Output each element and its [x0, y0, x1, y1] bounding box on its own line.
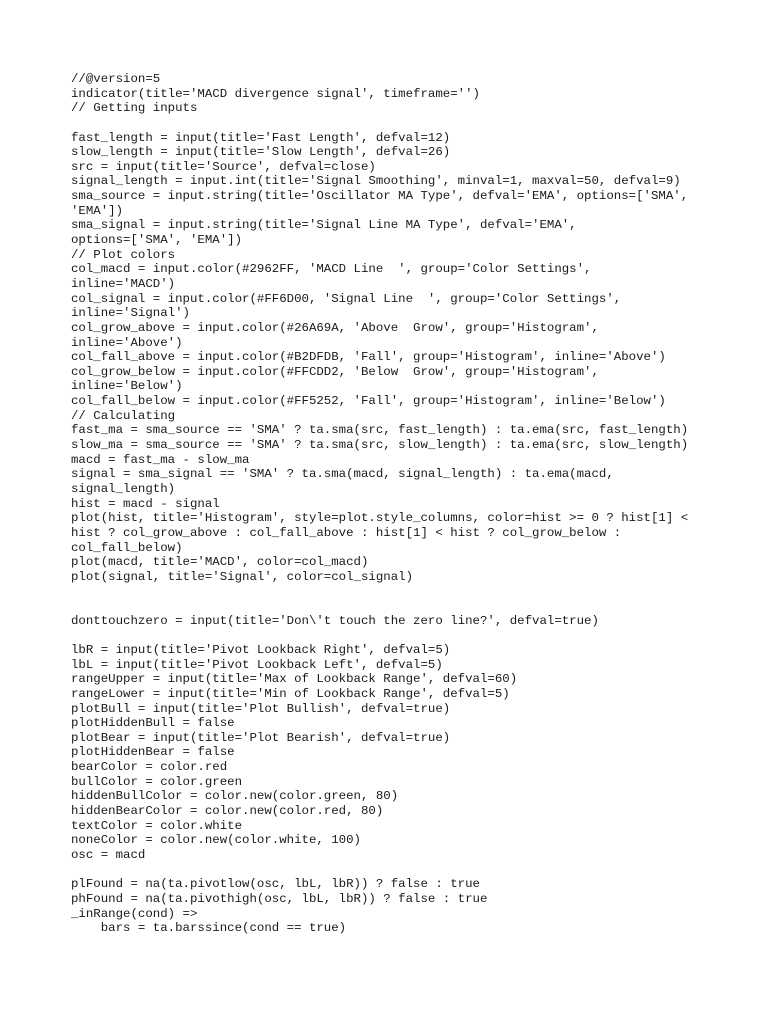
code-line — [71, 116, 731, 131]
code-line: plot(signal, title='Signal', color=col_signal) — [71, 569, 414, 584]
code-line: hiddenBullColor = color.new(color.green, 80) — [71, 789, 399, 804]
code-line: indicator(title='MACD divergence signal', timeframe='') — [71, 86, 480, 101]
code-line — [71, 863, 731, 878]
code-line — [71, 599, 731, 614]
code-line: signal_length) — [71, 481, 176, 496]
code-line: inline='Above') — [71, 335, 183, 350]
code-line: lbR = input(title='Pivot Lookback Right', defval=5) — [71, 642, 451, 657]
code-line: inline='MACD') — [71, 276, 176, 291]
code-line: _inRange(cond) => — [71, 906, 198, 921]
code-line: fast_ma = sma_source == 'SMA' ? ta.sma(src, fast_length) : ta.ema(src, fast_length) — [71, 423, 689, 438]
code-line: rangeLower = input(title='Min of Lookback Range', defval=5) — [71, 686, 510, 701]
code-line: // Getting inputs — [71, 101, 198, 116]
code-line: slow_ma = sma_source == 'SMA' ? ta.sma(src, slow_length) : ta.ema(src, slow_length) — [71, 438, 689, 453]
code-line: col_fall_above = input.color(#B2DFDB, 'Fall', group='Histogram', inline='Above') — [71, 350, 666, 365]
code-line: col_fall_below = input.color(#FF5252, 'Fall', group='Histogram', inline='Below') — [71, 394, 666, 409]
code-line: sma_source = input.string(title='Oscillator MA Type', defval='EMA', options=['SMA', — [71, 189, 689, 204]
code-line: inline='Below') — [71, 379, 183, 394]
code-line: col_macd = input.color(#2962FF, 'MACD Line ', group='Color Settings', — [71, 262, 592, 277]
code-line: donttouchzero = input(title='Don\'t touch the zero line?', defval=true) — [71, 613, 599, 628]
code-line: // Plot colors — [71, 247, 176, 262]
code-line: signal = sma_signal == 'SMA' ? ta.sma(macd, signal_length) : ta.ema(macd, — [71, 467, 614, 482]
code-line: plotHiddenBull = false — [71, 716, 235, 731]
code-line: inline='Signal') — [71, 306, 190, 321]
code-line: plot(hist, title='Histogram', style=plot.style_columns, color=hist >= 0 ? hist[1] < — [71, 511, 689, 526]
code-line: col_grow_above = input.color(#26A69A, 'Above Grow', group='Histogram', — [71, 320, 599, 335]
code-line: // Calculating — [71, 408, 176, 423]
code-line: textColor = color.white — [71, 818, 243, 833]
code-line: rangeUpper = input(title='Max of Lookback Range', defval=60) — [71, 672, 518, 687]
code-line: plotBull = input(title='Plot Bullish', defval=true) — [71, 701, 451, 716]
code-line: 'EMA']) — [71, 203, 124, 218]
code-line: hist ? col_grow_above : col_fall_above : hist[1] < hist ? col_grow_below : — [71, 525, 622, 540]
code-line: noneColor = color.new(color.white, 100) — [71, 833, 361, 848]
code-line: lbL = input(title='Pivot Lookback Left', defval=5) — [71, 657, 443, 672]
code-line — [71, 628, 731, 643]
code-line: slow_length = input(title='Slow Length', defval=26) — [71, 145, 451, 160]
code-line: col_signal = input.color(#FF6D00, 'Signal Line ', group='Color Settings', — [71, 291, 622, 306]
code-line — [71, 584, 731, 599]
code-line: bullColor = color.green — [71, 774, 243, 789]
code-line: plotHiddenBear = false — [71, 745, 235, 760]
code-line: hist = macd - signal — [71, 496, 220, 511]
code-line: plotBear = input(title='Plot Bearish', defval=true) — [71, 730, 451, 745]
code-line: col_fall_below) — [71, 540, 183, 555]
code-line: fast_length = input(title='Fast Length', defval=12) — [71, 130, 451, 145]
code-line: plot(macd, title='MACD', color=col_macd) — [71, 555, 369, 570]
code-listing — [71, 72, 731, 936]
code-line: src = input(title='Source', defval=close) — [71, 159, 376, 174]
code-line: osc = macd — [71, 847, 146, 862]
code-line: phFound = na(ta.pivothigh(osc, lbL, lbR)) ? false : true — [71, 891, 488, 906]
code-line: //@version=5 — [71, 72, 161, 86]
code-line: bars = ta.barssince(cond == true) — [71, 921, 347, 936]
code-line: col_grow_below = input.color(#FFCDD2, 'Below Grow', group='Histogram', — [71, 364, 599, 379]
code-line: bearColor = color.red — [71, 760, 228, 775]
code-line: options=['SMA', 'EMA']) — [71, 233, 243, 248]
code-line: macd = fast_ma - slow_ma — [71, 452, 250, 467]
code-line: signal_length = input.int(title='Signal Smoothing', minval=1, maxval=50, defval=9) — [71, 174, 681, 189]
code-line: plFound = na(ta.pivotlow(osc, lbL, lbR)) ? false : true — [71, 877, 480, 892]
code-line: sma_signal = input.string(title='Signal Line MA Type', defval='EMA', — [71, 218, 577, 233]
code-line: hiddenBearColor = color.new(color.red, 80) — [71, 804, 384, 819]
